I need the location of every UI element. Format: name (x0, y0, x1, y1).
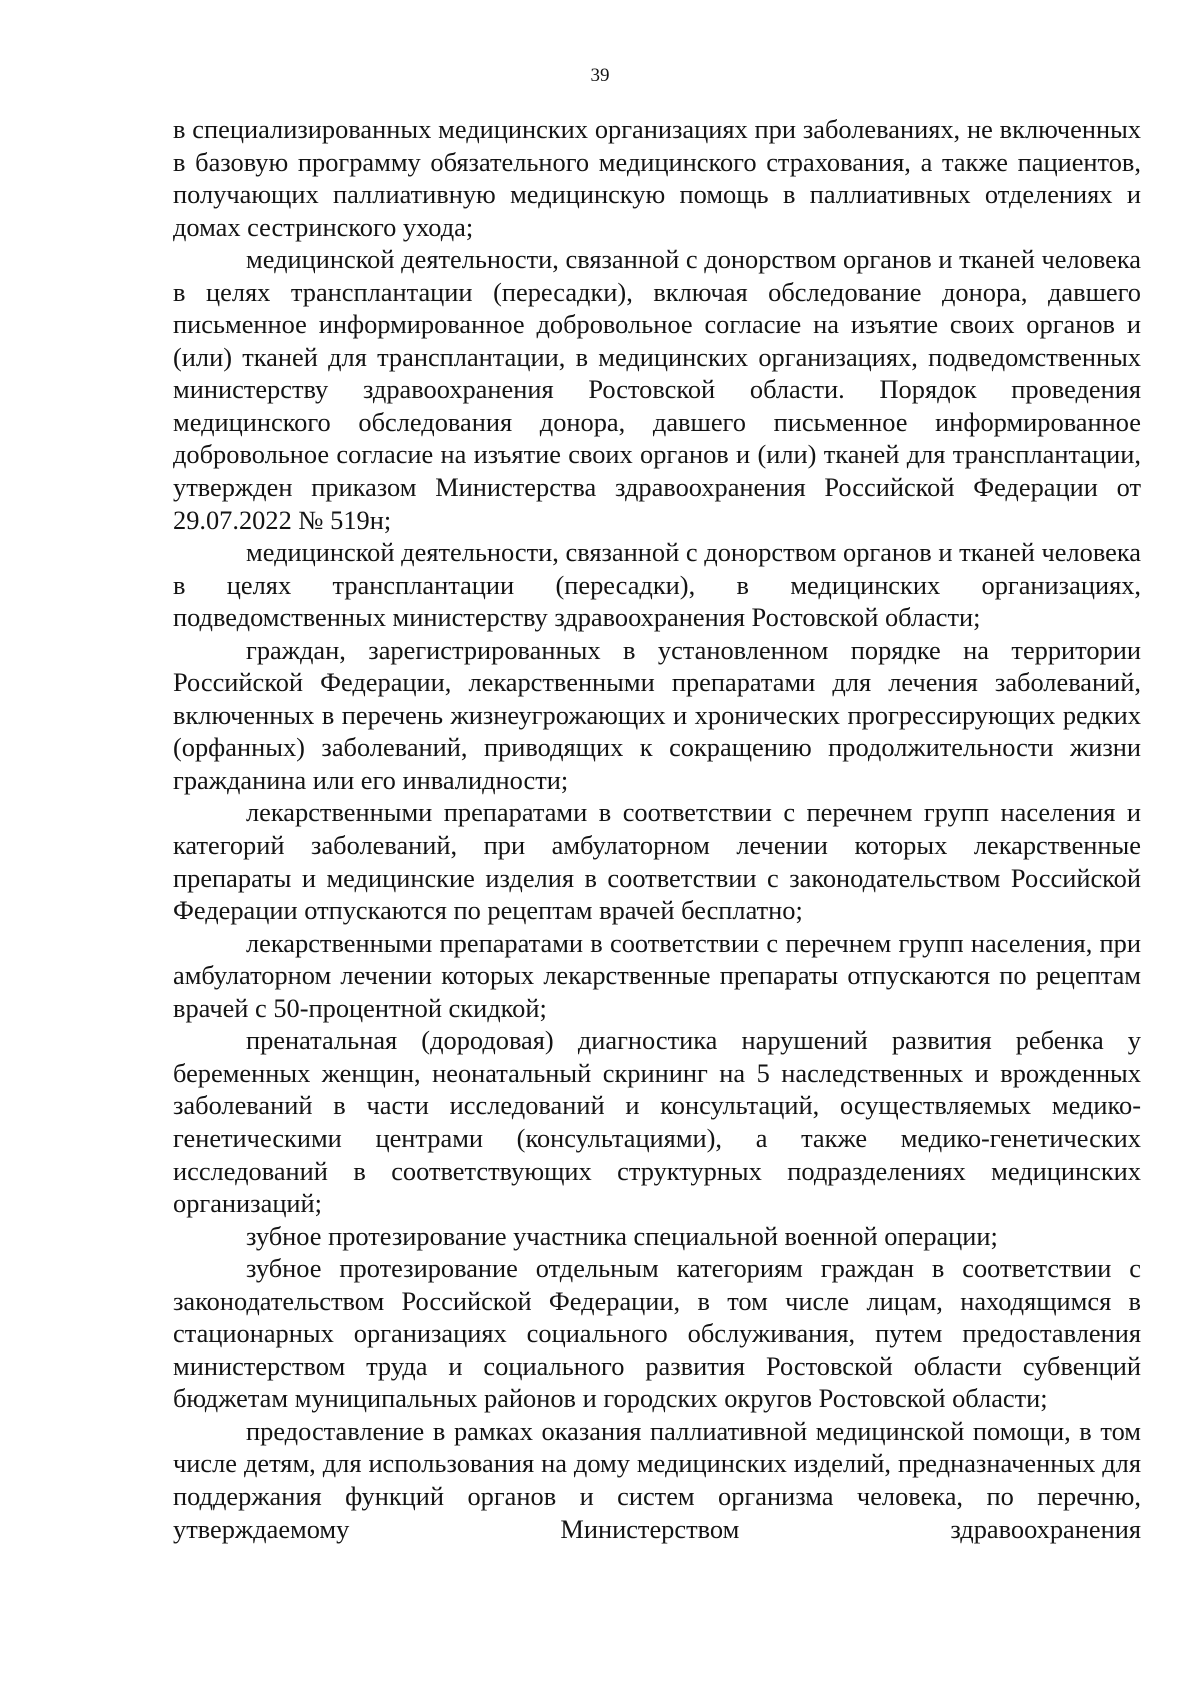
paragraph-3: медицинской деятельности, связанной с донорством органов и тканей человека в целях трансплантации (пересадки), в медицинских организациях, подведомственных министерству здравоохранения Ростовской области; (173, 537, 1141, 633)
paragraph-7: пренатальная (дородовая) диагностика нарушений развития ребенка у беременных женщин, неонатальный скрининг на 5 наследственных и врожденных заболеваний в части исследований и консультаций, осуществляемых медико-генетическими центрами (консультациями), а также медико-генетических исследований в соответствующих структурных подразделениях медицинских организаций; (173, 1025, 1141, 1219)
paragraph-10: предоставление в рамках оказания паллиативной медицинской помощи, в том числе детям, для использования на дому медицинских изделий, предназначенных для поддержания функций органов и систем организма человека, по перечню, утверждаемому Министерством здравоохранения (173, 1415, 1141, 1544)
paragraph-4: граждан, зарегистрированных в установленном порядке на территории Российской Федерации, лекарственными препаратами для лечения заболеваний, включенных в перечень жизнеугрожающих и хронических прогрессирующих редких (орфанных) заболеваний, приводящих к сокращению продолжительности жизни гражданина или его инвалидности; (173, 634, 1141, 795)
page-number: 39 (590, 65, 610, 86)
paragraph-6: лекарственными препаратами в соответствии с перечнем групп населения, при амбулаторном лечении которых лекарственные препараты отпускаются по рецептам врачей с 50-процентной скидкой; (173, 927, 1141, 1023)
paragraph-5: лекарственными препаратами в соответствии с перечнем групп населения и категорий заболеваний, при амбулаторном лечении которых лекарственные препараты и медицинские изделия в соответствии с законодательством Российской Федерации отпускаются по рецептам врачей бесплатно; (173, 797, 1141, 926)
paragraph-9: зубное протезирование отдельным категориям граждан в соответствии с законодательством Российской Федерации, в том числе лицам, находящимся в стационарных организациях социального обслуживания, путем предоставления министерством труда и социального развития Ростовской области субвенций бюджетам муниципальных районов и городских округов Ростовской области; (173, 1253, 1141, 1414)
document-body (173, 113, 1141, 1545)
paragraph-8: зубное протезирование участника специальной военной операции; (246, 1220, 998, 1251)
paragraph-2: медицинской деятельности, связанной с донорством органов и тканей человека в целях трансплантации (пересадки), включая обследование донора, давшего письменное информированное добровольное согласие на изъятие своих органов и (или) тканей для трансплантации, в медицинских организациях, подведомственных министерству здравоохранения Ростовской области. Порядок проведения медицинского обследования донора, давшего письменное информированное добровольное согласие на изъятие своих органов и (или) тканей для трансплантации, утвержден приказом Министерства здравоохранения Российской Федерации от 29.07.2022 № 519н; (173, 244, 1141, 535)
paragraph-1: в специализированных медицинских организациях при заболеваниях, не включенных в базовую программу обязательного медицинского страхования, а также пациентов, получающих паллиативную медицинскую помощь в паллиативных отделениях и домах сестринского ухода; (173, 114, 1141, 242)
